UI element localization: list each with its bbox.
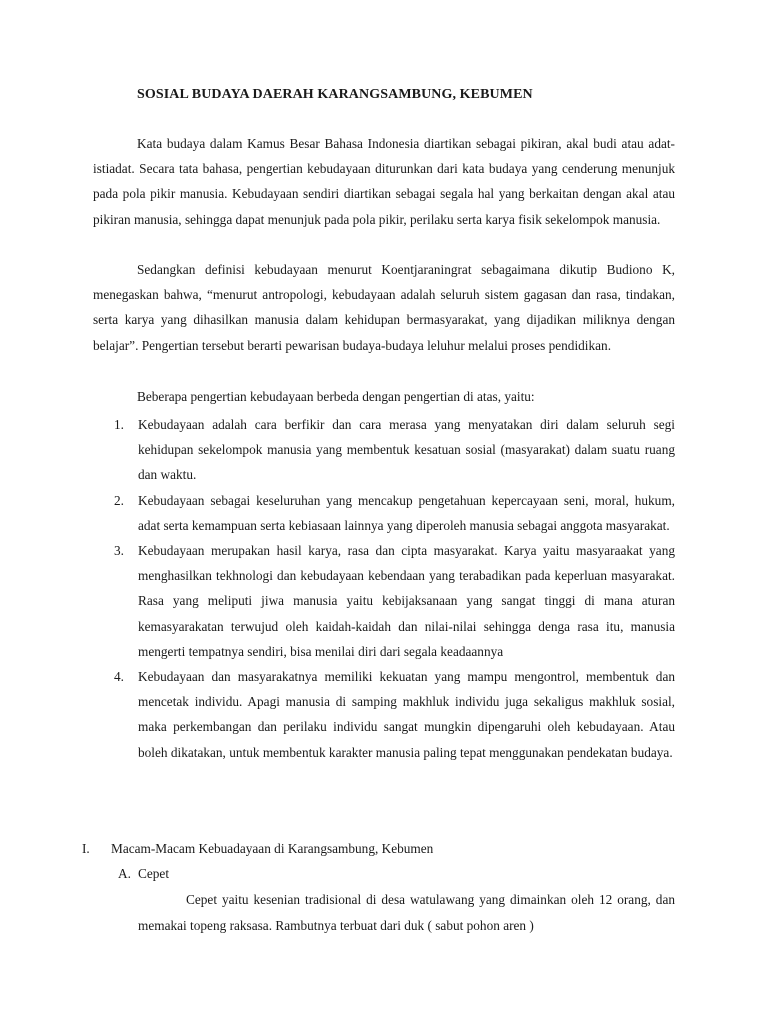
paragraph-3: Beberapa pengertian kebudayaan berbeda dengan pengertian di atas, yaitu: <box>137 389 535 404</box>
list-item-text: Kebudayaan adalah cara berfikir dan cara merasa yang menyatakan diri dalam seluruh segi kehidupan sekelompok manusia yang membentuk kesatuan sosial (masyarakat) dalam suatu ruang dan waktu. <box>138 417 675 483</box>
list-item-number: 4. <box>114 669 124 685</box>
list-item-number: 2. <box>114 492 124 508</box>
document-title: SOSIAL BUDAYA DAERAH KARANGSAMBUNG, KEBUMEN <box>137 87 533 102</box>
paragraph-2: Sedangkan definisi kebudayaan menurut Koentjaraningrat sebagaimana dikutip Budiono K, menegaskan bahwa, “menurut antropologi, kebudayaan adalah seluruh sistem gagasan dan rasa, tindakan, serta karya yang dihasilkan manusia dalam kehidupan bermasyarakat, yang dijadikan miliknya dengan belajar”. Pengertian tersebut berarti pewarisan budaya-budaya leluhur melalui proses pendidikan. <box>93 262 675 353</box>
list-item-text: Kebudayaan merupakan hasil karya, rasa dan cipta masyarakat. Karya yaitu masyaraakat yang menghasilkan tekhnologi dan kebudayaan kebendaan yang terabadikan pada keperluan masyarakat. Rasa yang meliputi jiwa manusia yaitu kebijaksanaan yang sangat tinggi di mana aturan kemasyarakatan terwujud oleh kaidah-kaidah dan nilai-nilai sehingga denga rasa itu, manusia mengerti tempatnya sendiri, bisa menilai diri dari segala keadaannya <box>138 543 675 659</box>
definition-list <box>93 412 675 765</box>
paragraph-1: Kata budaya dalam Kamus Besar Bahasa Indonesia diartikan sebagai pikiran, akal budi atau adat-istiadat. Secara tata bahasa, pengertian kebudayaan diturunkan dari kata budaya yang cenderung menunjuk pada pola pikir manusia. Kebudayaan sendiri diartikan sebagai segala hal yang berkaitan dengan akal atau pikiran manusia, sehingga dapat menunjuk pada pola pikir, perilaku serta karya fisik sekelompok manusia. <box>93 136 675 227</box>
list-item <box>93 488 675 538</box>
list-item-number: 1. <box>114 417 124 432</box>
subsection-heading: Cepet <box>138 866 170 881</box>
list-item-number: 3. <box>114 543 124 559</box>
section-heading: Macam-Macam Kebuadayaan di Karangsambung, Kebumen <box>111 841 434 856</box>
subsection-letter: A. <box>118 866 131 881</box>
list-item-text: Kebudayaan dan masyarakatnya memiliki kekuatan yang mampu mengontrol, membentuk dan mencetak individu. Apagi manusia di samping makhluk individu juga sekaligus makhluk sosial, maka perkembangan dan perilaku individu sangat mungkin dipengaruhi oleh kebudayaan. Atau boleh dikatakan, untuk membentuk karakter manusia paling tepat menggunakan pendekatan budaya. <box>138 669 675 760</box>
list-item-text: Kebudayaan sebagai keseluruhan yang mencakup pengetahuan kepercayaan seni, moral, hukum, adat serta kemampuan serta kebiasaan lainnya yang diperoleh manusia sebagai anggota masyarakat. <box>138 492 675 533</box>
list-item <box>93 538 675 664</box>
section-number: I. <box>82 841 90 856</box>
list-item <box>93 412 675 488</box>
subsection-paragraph: Cepet yaitu kesenian tradisional di desa watulawang yang dimainkan oleh 12 orang, dan memakai topeng raksasa. Rambutnya terbuat dari duk ( sabut pohon aren ) <box>138 892 675 933</box>
list-item <box>93 664 675 765</box>
